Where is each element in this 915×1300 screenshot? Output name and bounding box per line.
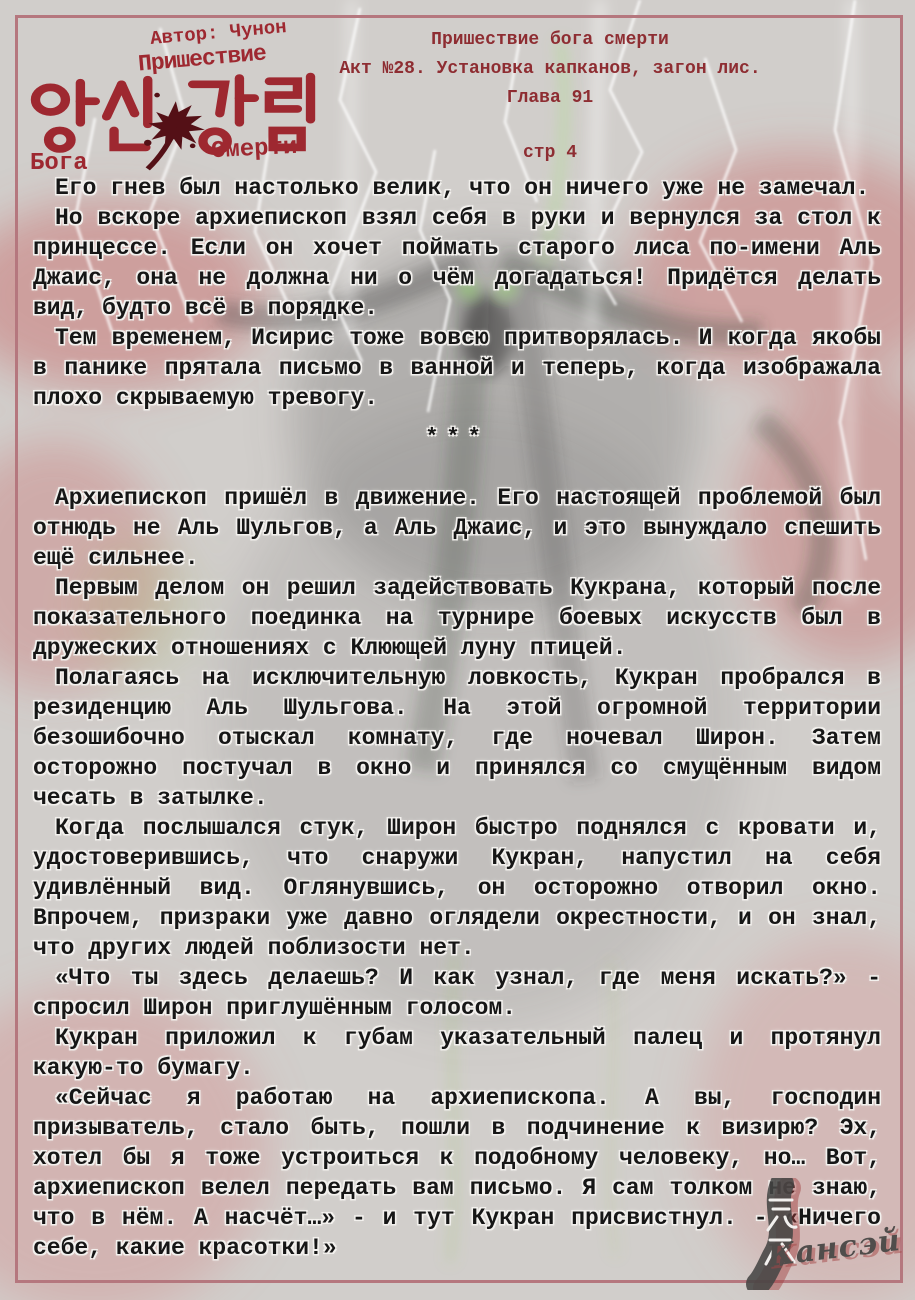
logo-series-title-bottom-right-label: Смерти [210,133,299,166]
section-separator: *** [425,425,489,450]
paragraph: Тем временем, Исирис тоже вовсю притворялась. И когда якобы в панике прятала письмо в ванной и теперь, когда изображала плохо скрываемую тревогу. [33,325,881,411]
translation-text [33,173,881,1263]
paragraph: «Сейчас я работаю на архиепископа. А вы, господин призыватель, стало быть, пошли в подчинение к визирю? Эх, хотел бы я тоже устроиться к подобному человеку, но… Вот, архиепископ велел передать вам письмо. Я сам толком не знаю, что в нём. А насчёт…» - и тут Кукран присвистнул. - «Ничего себе, какие красотки!» [33,1085,881,1261]
logo-author-label: Автор: Чунон [149,16,288,50]
chapter-header [250,26,850,163]
signature-name: Кансэй [765,1222,903,1275]
logo-series-title-bottom-left-label: Бога [30,150,88,177]
paragraph: Архиепископ пришёл в движение. Его настоящей проблемой был отнюдь не Аль Шульгов, а Аль Джаис, и это вынуждало спешить ещё сильнее. [33,485,881,571]
logo-series-title-top-label: Пришествие [137,40,267,78]
paragraph: Первым делом он решил задействовать Кукрана, который после показательного поединка на турнире боевых искусств был в дружеских отношениях с Клюющей луну птицей. [33,575,881,661]
paragraph: Полагаясь на исключительную ловкость, Кукран пробрался в резиденцию Аль Шульгова. На этой огромной территории безошибочно отыскал комнату, где ночевал Широн. Затем осторожно постучал в окно и принялся со смущённым видом чесать в затылке. [33,665,881,811]
paragraph: Но вскоре архиепископ взял себя в руки и вернулся за стол к принцессе. Если он хочет поймать старого лиса по-имени Аль Джаис, она не должна ни о чём догадаться! Придётся делать вид, будто всё в порядке. [33,205,881,321]
series-title: Пришествие бога смерти [431,30,669,50]
paragraph: Кукран приложил к губам указательный палец и протянул какую-то бумагу. [33,1025,881,1081]
page-number: стр 4 [522,143,577,163]
ink-splatter-icon [144,93,205,169]
translator-signature [736,1178,901,1290]
paragraph: Его гнев был настолько велик, что он ничего уже не замечал. [55,175,870,201]
act-title: Акт №28. Установка капканов, загон лис. [339,59,761,79]
paragraph: Когда послышался стук, Широн быстро поднялся с кровати и, удостоверившись, что снаружи Кукран, напустил на себя удивлённый вид. Оглянувшись, он осторожно отворил окно. Впрочем, призраки уже давно оглядели окрестности, и он знал, что других людей поблизости нет. [33,815,881,961]
chapter-number: Глава 91 [506,88,594,108]
paragraph: «Что ты здесь делаешь? И как узнал, где меня искать?» - спросил Широн приглушённым голосом. [33,965,881,1021]
